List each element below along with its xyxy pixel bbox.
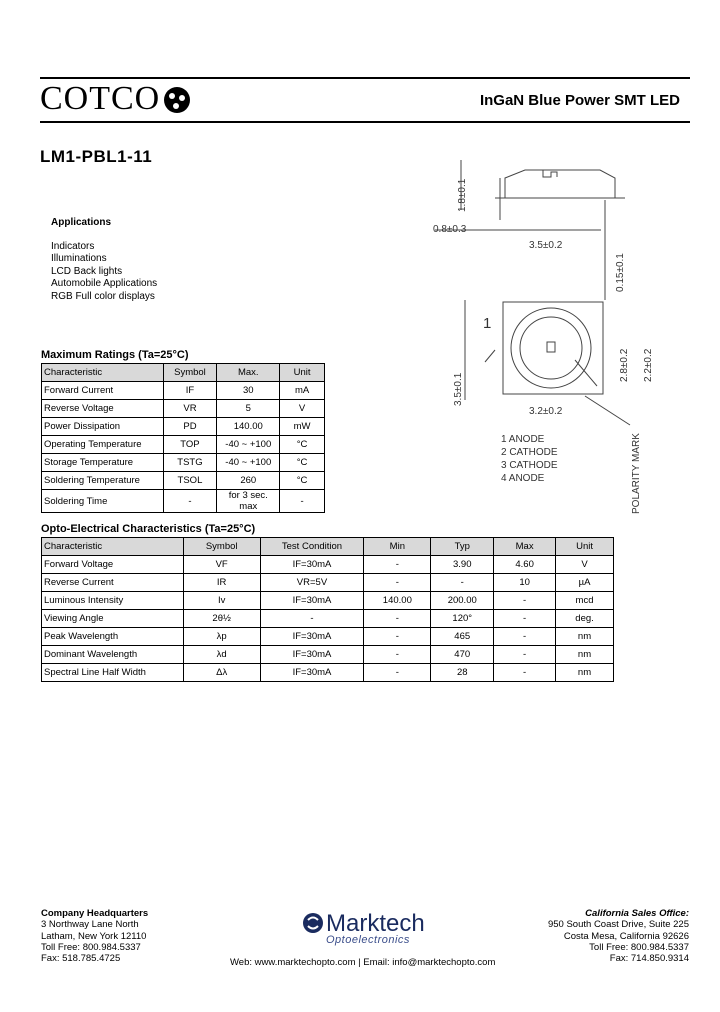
cell: IR (183, 574, 260, 592)
cell: Reverse Voltage (42, 400, 164, 418)
pin1-marker: 1 (483, 315, 492, 332)
cell: Iv (183, 592, 260, 610)
ca-title: California Sales Office: (585, 908, 689, 919)
application-item: Automobile Applications (51, 278, 158, 290)
cell: V (556, 556, 614, 574)
cell: 3.90 (431, 556, 494, 574)
cell: 260 (217, 472, 280, 490)
cell: 140.00 (217, 418, 280, 436)
table-row (42, 400, 325, 418)
cell: mW (280, 418, 325, 436)
cell: - (364, 556, 431, 574)
table-row (42, 472, 325, 490)
cell: °C (280, 436, 325, 454)
cell: 2θ½ (183, 610, 260, 628)
ca-line: Toll Free: 800.984.5337 (589, 941, 689, 953)
marktech-brand: Marktech (326, 910, 425, 937)
col-header: Typ (431, 538, 494, 556)
cell: - (364, 646, 431, 664)
cell: Storage Temperature (42, 454, 164, 472)
application-item: Indicators (51, 241, 95, 252)
cell: for 3 sec. max (217, 490, 280, 513)
cell: 470 (431, 646, 494, 664)
cell: - (364, 610, 431, 628)
cell: - (364, 628, 431, 646)
dim-label: 3.5±0.1 (453, 372, 464, 406)
application-item: Illuminations (51, 253, 107, 265)
pin-label: 3 CATHODE (501, 460, 558, 471)
col-header: Test Condition (260, 538, 364, 556)
col-header: Characteristic (42, 538, 184, 556)
cell: PD (163, 418, 217, 436)
cell: 30 (217, 382, 280, 400)
table-row (42, 592, 614, 610)
cell: λd (183, 646, 260, 664)
ca-line: Costa Mesa, California 92626 (563, 930, 689, 942)
cell: 10 (494, 574, 556, 592)
cell: - (494, 646, 556, 664)
polarity-mark-label: POLARITY MARK (631, 433, 642, 514)
cell: VF (183, 556, 260, 574)
cell: nm (556, 646, 614, 664)
opto-title: Opto-Electrical Characteristics (Ta=25°C) (41, 523, 256, 535)
cell: - (494, 610, 556, 628)
cell: 4.60 (494, 556, 556, 574)
cell: IF=30mA (260, 646, 364, 664)
cell: Power Dissipation (42, 418, 164, 436)
dim-label: 2.8±0.2 (619, 348, 630, 382)
hq-address (41, 908, 148, 964)
cell: - (364, 664, 431, 682)
hq-line: Fax: 518.785.4725 (41, 953, 121, 965)
table-row (42, 382, 325, 400)
cell: nm (556, 628, 614, 646)
table-row (42, 610, 614, 628)
cell: - (494, 628, 556, 646)
cell: Spectral Line Half Width (42, 664, 184, 682)
document-title: InGaN Blue Power SMT LED (479, 92, 680, 109)
cell: Dominant Wavelength (42, 646, 184, 664)
table-row (42, 574, 614, 592)
table-row (42, 556, 614, 574)
cell: - (163, 490, 217, 513)
cell: V (280, 400, 325, 418)
cell: nm (556, 664, 614, 682)
cell: VR=5V (260, 574, 364, 592)
cotco-logo-text: COTCO (40, 80, 161, 117)
package-drawing (425, 150, 680, 515)
cell: Forward Voltage (42, 556, 184, 574)
cell: λp (183, 628, 260, 646)
cell: Luminous Intensity (42, 592, 184, 610)
dim-label: 1.8±0.1 (457, 178, 468, 212)
cell: Operating Temperature (42, 436, 164, 454)
max-ratings-table (41, 363, 325, 513)
cell: 200.00 (431, 592, 494, 610)
table-header-row (42, 538, 614, 556)
cell: Forward Current (42, 382, 164, 400)
dim-label: 3.5±0.2 (529, 240, 563, 251)
header-top-rule (40, 77, 690, 79)
applications-list (51, 241, 157, 303)
cell: IF=30mA (260, 628, 364, 646)
table-header-row (42, 364, 325, 382)
cell: -40 ~ +100 (217, 436, 280, 454)
dim-label: 0.15±0.1 (615, 253, 626, 292)
cell: TSTG (163, 454, 217, 472)
col-header: Min (364, 538, 431, 556)
table-row (42, 418, 325, 436)
cell: Viewing Angle (42, 610, 184, 628)
col-header: Characteristic (42, 364, 164, 382)
table-row (42, 664, 614, 682)
cell: TSOL (163, 472, 217, 490)
cell: IF=30mA (260, 592, 364, 610)
cell: Peak Wavelength (42, 628, 184, 646)
cell: Soldering Temperature (42, 472, 164, 490)
cell: 465 (431, 628, 494, 646)
cell: VR (163, 400, 217, 418)
cell: °C (280, 472, 325, 490)
dim-label: 0.8±0.3 (433, 224, 467, 235)
cell: 120° (431, 610, 494, 628)
application-item: LCD Back lights (51, 265, 123, 277)
pin-label: 2 CATHODE (501, 447, 558, 458)
cell: - (494, 664, 556, 682)
col-header: Max. (217, 364, 280, 382)
table-row (42, 628, 614, 646)
cell: TOP (163, 436, 217, 454)
cell: °C (280, 454, 325, 472)
cell: 28 (431, 664, 494, 682)
cell: IF (163, 382, 217, 400)
cell: - (494, 592, 556, 610)
col-header: Unit (556, 538, 614, 556)
cell: 5 (217, 400, 280, 418)
cell: mA (280, 382, 325, 400)
cell: Soldering Time (42, 490, 164, 513)
marktech-logo-icon (302, 912, 326, 934)
cell: - (431, 574, 494, 592)
cell: - (280, 490, 325, 513)
table-row (42, 454, 325, 472)
marktech-subtitle: Optoelectronics (326, 934, 410, 946)
hq-line: Latham, New York 12110 (41, 930, 147, 942)
part-number: LM1-PBL1-11 (40, 147, 153, 166)
cell: Δλ (183, 664, 260, 682)
applications-heading: Applications (51, 217, 112, 228)
col-header: Max (494, 538, 556, 556)
opto-table (41, 537, 614, 682)
cell: µA (556, 574, 614, 592)
cell: IF=30mA (260, 556, 364, 574)
ca-line: Fax: 714.850.9314 (609, 953, 689, 965)
col-header: Unit (280, 364, 325, 382)
cell: deg. (556, 610, 614, 628)
application-item: RGB Full color displays (51, 290, 155, 302)
pin-label: 1 ANODE (501, 434, 545, 445)
cell: Reverse Current (42, 574, 184, 592)
ca-line: 950 South Coast Drive, Suite 225 (547, 919, 689, 931)
dim-label: 2.2±0.2 (643, 348, 654, 382)
table-row (42, 436, 325, 454)
table-row (42, 490, 325, 513)
cell: - (364, 574, 431, 592)
cell: IF=30mA (260, 664, 364, 682)
cotco-logo-icon (160, 86, 194, 114)
header-bottom-rule (40, 121, 690, 123)
col-header: Symbol (163, 364, 217, 382)
col-header: Symbol (183, 538, 260, 556)
cell: 140.00 (364, 592, 431, 610)
cell: - (260, 610, 364, 628)
cell: -40 ~ +100 (217, 454, 280, 472)
cell: mcd (556, 592, 614, 610)
dim-label: 3.2±0.2 (529, 406, 563, 417)
ca-sales-office (548, 908, 689, 964)
hq-line: 3 Northway Lane North (41, 919, 139, 931)
hq-title: Company Headquarters (41, 908, 149, 919)
web-email-line[interactable]: Web: www.marktechopto.com | Email: info@marktechopto.com (230, 957, 496, 968)
hq-line: Toll Free: 800.984.5337 (41, 941, 141, 953)
table-row (42, 646, 614, 664)
pin-label: 4 ANODE (501, 473, 545, 484)
max-ratings-title: Maximum Ratings (Ta=25°C) (41, 349, 189, 361)
